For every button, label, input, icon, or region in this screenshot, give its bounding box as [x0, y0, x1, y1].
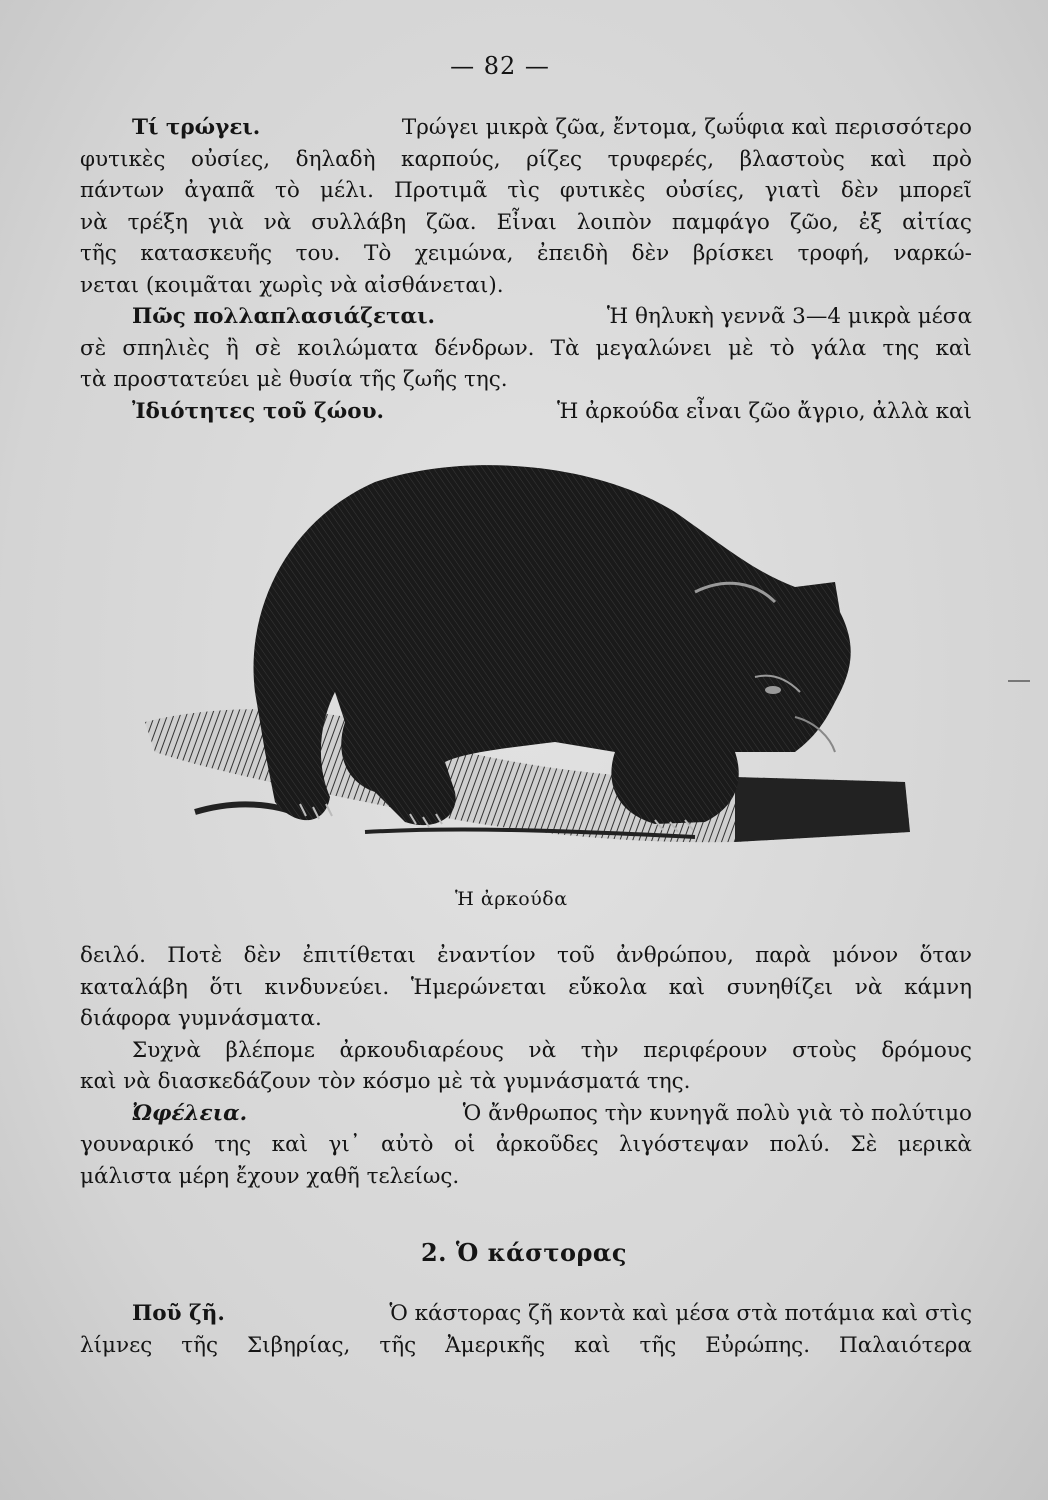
word: καὶ	[574, 1332, 611, 1358]
word: της	[214, 1132, 252, 1157]
figure-caption: Ἡ ἀρκούδα	[455, 888, 568, 910]
word: ὅτι	[209, 974, 243, 1000]
word: λίμνες	[80, 1332, 153, 1358]
word: Ποτὲ	[167, 943, 223, 968]
word: του.	[295, 241, 341, 266]
word: Εὐρώπης.	[705, 1332, 811, 1358]
word: οὐσίες,	[191, 146, 271, 172]
word: συνηθίζει	[726, 974, 834, 1000]
word: πρὸ	[932, 146, 972, 172]
word: νὰ	[263, 209, 292, 235]
text-line	[80, 1161, 972, 1193]
word: ἐπιτίθεται	[302, 943, 416, 968]
text-line	[80, 1035, 972, 1067]
word: μὲ	[728, 335, 754, 361]
line-text	[80, 972, 972, 1004]
margin-mark	[1008, 680, 1030, 682]
text-line	[80, 270, 972, 302]
text-line	[80, 1129, 972, 1161]
line-text	[80, 238, 972, 270]
text-line	[80, 207, 972, 239]
line-text	[132, 1035, 972, 1067]
word: γιὰ	[207, 209, 244, 235]
word: Ἡμερώνεται	[410, 974, 547, 1000]
word: της	[882, 335, 920, 361]
section-heading-beaver: 2. Ὁ κάστορας	[420, 1238, 628, 1267]
text-line	[80, 364, 972, 396]
word: μερικὰ	[897, 1132, 972, 1157]
word: καὶ	[935, 335, 972, 361]
line-text: διάφορα γυμνάσματα.	[80, 1006, 322, 1031]
word: Παλαιότερα	[838, 1332, 972, 1358]
word: ρίζες	[526, 146, 583, 172]
word: ἐπειδὴ	[537, 241, 609, 266]
subheading-what-it-eats: Τί τρώγει.	[132, 115, 261, 140]
word: δρόμους	[881, 1037, 972, 1063]
word: τῆς	[379, 1332, 417, 1358]
word: ζῶα.	[426, 209, 477, 235]
word: τὴν	[580, 1037, 619, 1063]
bear-eye	[765, 686, 781, 694]
word: ἀρκουδιαρέους	[339, 1037, 504, 1063]
word: ἢ	[225, 335, 239, 361]
word: ὅταν	[919, 943, 972, 968]
text-line	[80, 144, 972, 176]
word: μεγαλώνει	[595, 335, 712, 361]
word: βλέπομε	[225, 1037, 315, 1063]
word: χειμώνα,	[414, 241, 514, 266]
word: Εἶναι	[496, 209, 557, 235]
bear-engraving-icon	[135, 452, 925, 872]
word: καὶ	[271, 1132, 309, 1157]
word: κάμνη	[904, 974, 972, 1000]
text-line	[80, 175, 972, 207]
word: περιφέρουν	[643, 1037, 768, 1063]
word: βλαστοὺς	[739, 146, 845, 172]
word: λιγόστεψαν	[618, 1132, 749, 1157]
word: νὰ	[854, 974, 883, 1000]
word: κοιλώματα	[297, 335, 419, 361]
bear-illustration	[135, 452, 925, 872]
word: μπορεῖ	[898, 178, 972, 203]
word: βρίσκει	[692, 241, 774, 266]
word: ἐξ	[858, 209, 883, 235]
line-text	[80, 175, 972, 207]
word: δένδρων.	[434, 335, 535, 361]
line-text	[80, 940, 972, 972]
subheading-properties: Ἰδιότητες τοῦ ζώου.	[132, 398, 384, 424]
line-text: Ὁ κάστορας ζῆ κοντὰ καὶ μέσα στὰ ποτάμια καὶ στὶς	[389, 1301, 972, 1326]
word: γουναρικό	[80, 1132, 194, 1157]
text-line	[80, 1066, 972, 1098]
word: ἀρκοῦδες	[495, 1132, 599, 1157]
subheading-where-it-lives: Ποῦ ζῆ.	[132, 1301, 225, 1326]
word: καὶ	[668, 974, 706, 1000]
text-line	[80, 940, 972, 972]
word: νὰ	[528, 1037, 557, 1063]
line-text	[80, 333, 972, 365]
word: γι᾿	[328, 1132, 361, 1157]
line-text	[80, 1129, 972, 1161]
line-text	[80, 207, 972, 239]
text-line	[80, 238, 972, 270]
word: πολύ.	[769, 1132, 831, 1157]
word: καὶ	[870, 146, 907, 172]
text-block-diet	[80, 112, 972, 427]
word: καταλάβη	[80, 974, 188, 1000]
word: Συχνὰ	[132, 1037, 201, 1063]
word: σὲ	[80, 335, 107, 361]
word: ἀνθρώπου,	[616, 943, 734, 968]
word: τὸ	[769, 335, 795, 361]
word: γάλα	[810, 335, 867, 361]
word: Ἀμερικῆς	[445, 1332, 546, 1358]
text-line	[80, 333, 972, 365]
word: οὐσίες,	[665, 178, 745, 203]
word: φυτικὲς	[559, 178, 646, 203]
word: δὲν	[243, 943, 282, 968]
word: παμφάγο	[671, 209, 770, 235]
line-text	[80, 144, 972, 176]
word: ναρκώ-	[893, 241, 972, 266]
word: Σιβηρίας,	[246, 1332, 351, 1358]
line-text: Ἡ ἀρκούδα εἶναι ζῶο ἄγριο, ἀλλὰ καὶ	[556, 398, 972, 424]
word: στοὺς	[792, 1037, 857, 1063]
word: ζῶο,	[789, 209, 839, 235]
word: φυτικὲς	[80, 146, 166, 172]
subheading-reproduction: Πῶς πολλαπλασιάζεται.	[132, 304, 435, 329]
text-line	[80, 972, 972, 1004]
word: τροφή,	[797, 241, 870, 266]
word: μέλι.	[319, 178, 374, 203]
word: εὔκολα	[568, 974, 647, 1000]
word: μόνον	[832, 943, 899, 968]
word: τῆς	[181, 1332, 219, 1358]
word: τὶς	[507, 178, 540, 203]
line-text: Τρώγει μικρὰ ζῶα, ἔντομα, ζωΰφια καὶ περισσότερο	[401, 115, 972, 140]
word: δηλαδὴ	[295, 146, 376, 172]
word: τοῦ	[556, 943, 595, 968]
line-text: νεται (κοιμᾶται χωρὶς νὰ αἰσθάνεται).	[80, 272, 504, 298]
word: Τὸ	[363, 241, 392, 266]
text-line	[80, 1298, 972, 1330]
text-line	[80, 1098, 972, 1130]
word: ἐναντίον	[437, 943, 536, 968]
word: συλλάβη	[311, 209, 407, 235]
text-line	[80, 1003, 972, 1035]
word: Σὲ	[850, 1132, 878, 1157]
page-number: — 82 —	[450, 52, 550, 80]
word: σὲ	[254, 335, 282, 361]
word: τὸ	[275, 178, 300, 203]
text-line	[80, 301, 972, 333]
text-block-beaver	[80, 1298, 972, 1361]
word: σπηλιὲς	[122, 335, 210, 361]
word: λοιπὸν	[576, 209, 652, 235]
word: κατασκευῆς	[140, 241, 273, 266]
word: κινδυνεύει.	[264, 974, 390, 1000]
word: καρπούς,	[401, 146, 501, 172]
word: ἀγαπᾶ	[184, 178, 255, 203]
word: πάντων	[80, 178, 165, 203]
word: γιατὶ	[764, 178, 821, 203]
word: αἰτίας	[902, 209, 972, 235]
word: δὲν	[841, 178, 879, 203]
word: τρέξη	[127, 209, 188, 235]
line-text: καὶ νὰ διασκεδάζουν τὸν κόσμο μὲ τὰ γυμνάσματά της.	[80, 1069, 691, 1094]
word: νὰ	[80, 209, 108, 235]
line-text: Ὁ ἄνθρωπος τὴν κυνηγᾶ πολὺ γιὰ τὸ πολύτιμο	[462, 1100, 972, 1126]
word: τῆς	[639, 1332, 677, 1358]
line-text: Ἡ θηλυκὴ γεννᾶ 3—4 μικρὰ μέσα	[606, 304, 972, 329]
word: τῆς	[80, 241, 117, 266]
line-text: μάλιστα μέρη ἔχουν χαθῆ τελείως.	[80, 1163, 460, 1189]
word: τρυφερές,	[607, 146, 715, 172]
word: αὐτὸ	[381, 1132, 434, 1157]
word: Τὰ	[550, 335, 580, 361]
subheading-benefit: Ὠφέλεια.	[132, 1100, 248, 1126]
text-line	[80, 112, 972, 144]
text-line	[80, 1330, 972, 1362]
text-block-behaviour	[80, 940, 972, 1192]
word: οἱ	[453, 1132, 476, 1157]
line-text	[80, 1330, 972, 1362]
line-text: τὰ προστατεύει μὲ θυσία τῆς ζωῆς της.	[80, 367, 508, 392]
text-line	[80, 396, 972, 428]
word: παρὰ	[755, 943, 811, 968]
word: δειλό.	[80, 943, 146, 968]
word: δὲν	[631, 241, 670, 266]
word: Προτιμᾶ	[394, 178, 488, 203]
